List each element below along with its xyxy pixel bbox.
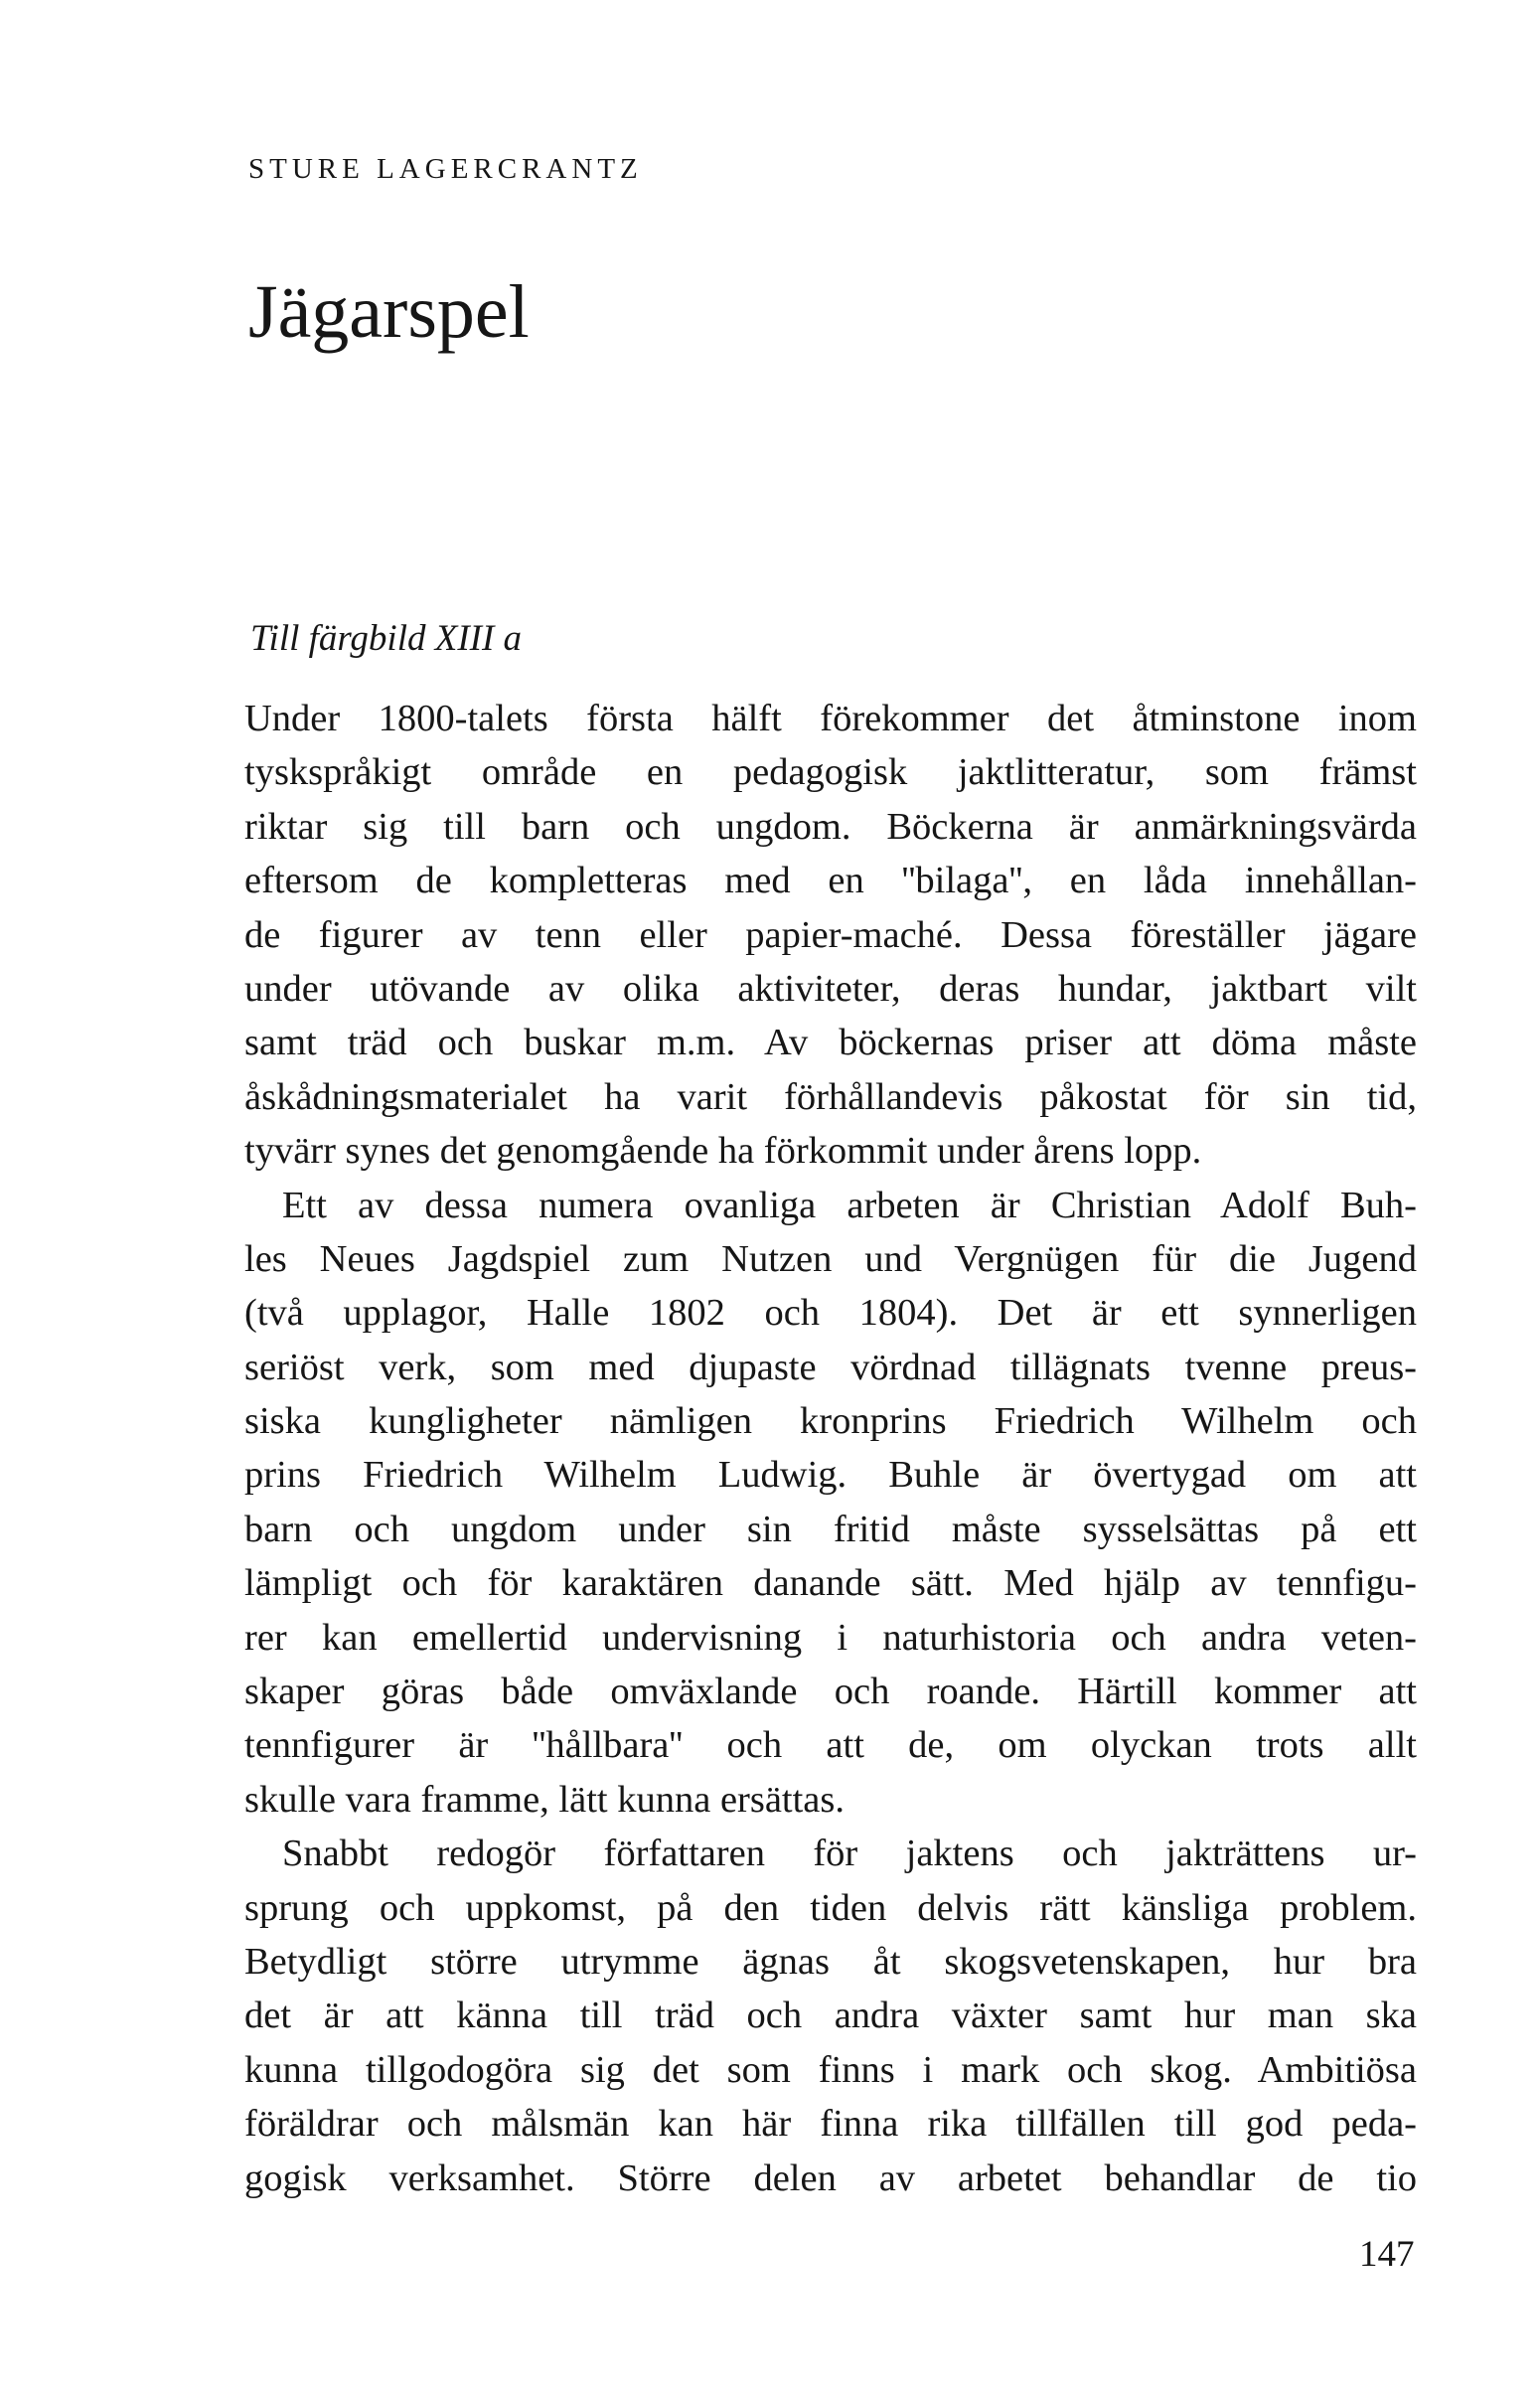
text-line: gogisk verksamhet. Större delen av arbetet behandlar de tio — [244, 2156, 1417, 2199]
text-line: barn och ungdom under sin fritid måste sysselsättas på ett — [244, 1508, 1417, 1550]
text-line: skaper göras både omväxlande och roande. Härtill kommer att — [244, 1671, 1417, 1713]
paragraph-2 — [244, 1179, 1417, 1828]
plate-reference: Till färgbild XIII a — [250, 618, 523, 659]
text-line: Betydligt större utrymme ägnas åt skogsvetenskapen, hur bra — [244, 1940, 1417, 1983]
text-line: tyvärr synes det genomgående ha förkommit under årens lopp. — [244, 1130, 1202, 1173]
text-line: under utövande av olika aktiviteter, deras hundar, jaktbart vilt — [244, 967, 1417, 1010]
text-line: (två upplagor, Halle 1802 och 1804). Det är ett synnerligen — [244, 1292, 1417, 1335]
text-line: skulle vara framme, lätt kunna ersättas. — [244, 1778, 846, 1821]
text-line: rer kan emellertid undervisning i naturhistoria och andra veten- — [244, 1616, 1417, 1659]
text-line: föräldrar och målsmän kan här finna rika tillfällen till god peda- — [244, 2103, 1417, 2146]
text-line: sprung och uppkomst, på den tiden delvis rätt känsliga problem. — [244, 1886, 1417, 1929]
text-line: det är att känna till träd och andra växter samt hur man ska — [244, 1995, 1417, 2037]
body-text — [244, 692, 1417, 2205]
text-line: Under 1800-talets första hälft förekommer det åtminstone inom — [244, 698, 1417, 739]
page-number: 147 — [1359, 2234, 1415, 2275]
text-line: lämpligt och för karaktären danande sätt. Med hjälp av tennfigu- — [244, 1562, 1417, 1605]
text-line: eftersom de kompletteras med en ''bilaga'', en låda innehållan- — [244, 860, 1417, 902]
text-line: åskådningsmaterialet ha varit förhållandevis påkostat för sin tid, — [244, 1075, 1417, 1118]
text-line: prins Friedrich Wilhelm Ludwig. Buhle är övertygad om att — [244, 1454, 1417, 1497]
text-line: tyskspråkigt område en pedagogisk jaktlitteratur, som främst — [244, 751, 1417, 794]
text-line: tennfigurer är ''hållbara'' och att de, om olyckan trots allt — [244, 1724, 1417, 1767]
article-title: Jägarspel — [248, 270, 530, 354]
text-line: kunna tillgodogöra sig det som finns i mark och skog. Ambitiösa — [244, 2048, 1417, 2091]
text-line: seriöst verk, som med djupaste vördnad tillägnats tvenne preus- — [244, 1346, 1417, 1388]
text-line: Snabbt redogör författaren för jaktens och jakträttens ur- — [282, 1833, 1417, 1875]
text-line: samt träd och buskar m.m. Av böckernas priser att döma måste — [244, 1022, 1417, 1064]
text-line: les Neues Jagdspiel zum Nutzen und Vergnügen für die Jugend — [244, 1237, 1417, 1280]
text-line: siska kungligheter nämligen kronprins Friedrich Wilhelm och — [244, 1400, 1417, 1443]
paragraph-1 — [244, 692, 1417, 1179]
author-name: STURE LAGERCRANTZ — [248, 153, 643, 185]
text-line: de figurer av tenn eller papier-maché. Dessa föreställer jägare — [244, 913, 1417, 956]
paragraph-3 — [244, 1827, 1417, 2205]
text-line: Ett av dessa numera ovanliga arbeten är Christian Adolf Buh- — [282, 1184, 1417, 1226]
text-line: riktar sig till barn och ungdom. Böckerna är anmärkningsvärda — [244, 805, 1417, 848]
